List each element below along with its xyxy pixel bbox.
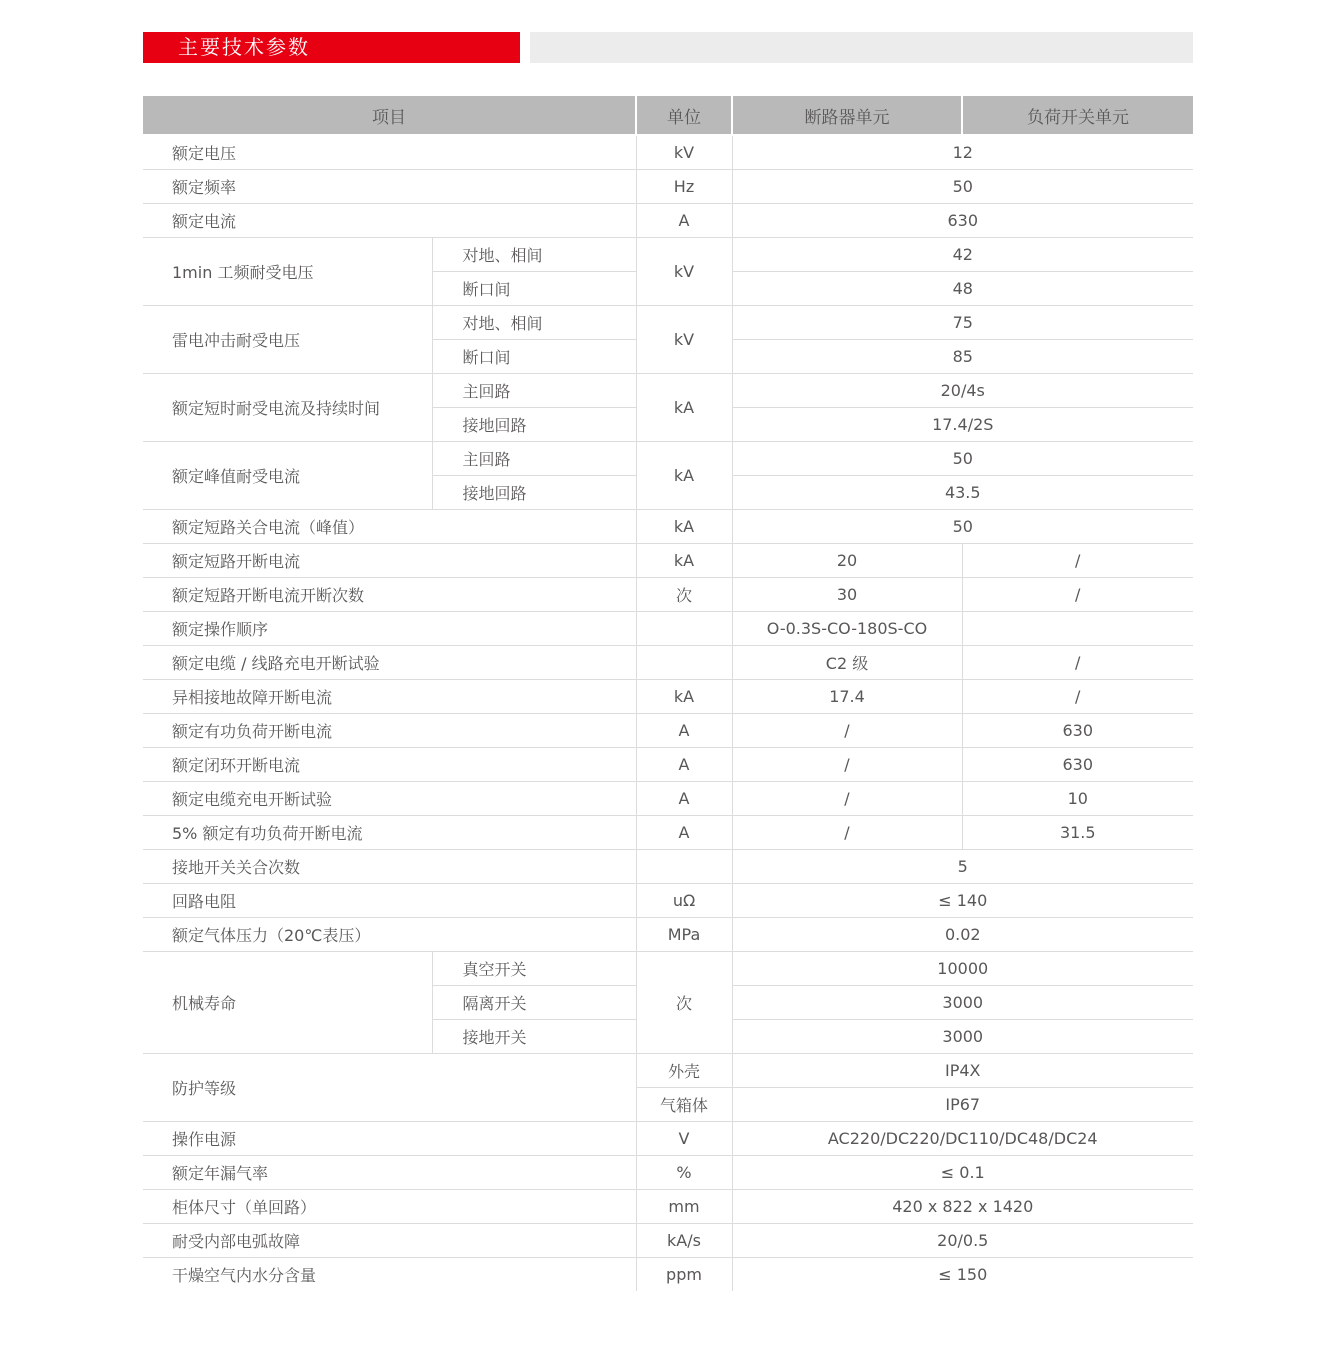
table-row bbox=[143, 1257, 1193, 1291]
unit-cell: kA bbox=[636, 441, 732, 509]
value-cell-breaker: / bbox=[732, 781, 962, 815]
item-cell: 回路电阻 bbox=[143, 883, 636, 917]
item-cell: 额定有功负荷开断电流 bbox=[143, 713, 636, 747]
unit-cell: kV bbox=[636, 135, 732, 169]
value-cell: 5 bbox=[732, 849, 1193, 883]
table-row bbox=[143, 203, 1193, 237]
unit-cell: V bbox=[636, 1121, 732, 1155]
value-cell: 12 bbox=[732, 135, 1193, 169]
value-cell-loadswitch: / bbox=[962, 577, 1193, 611]
sub-item-cell: 断口间 bbox=[432, 271, 636, 305]
sub-item-cell: 真空开关 bbox=[432, 951, 636, 985]
unit-cell: kV bbox=[636, 305, 732, 373]
unit-cell: kA bbox=[636, 679, 732, 713]
value-cell-breaker: / bbox=[732, 747, 962, 781]
section-title bbox=[143, 32, 520, 63]
item-cell: 额定电缆充电开断试验 bbox=[143, 781, 636, 815]
unit-cell bbox=[636, 849, 732, 883]
table-row bbox=[143, 305, 1193, 339]
table-row bbox=[143, 849, 1193, 883]
header-unit: 单位 bbox=[636, 96, 732, 135]
unit-cell: A bbox=[636, 713, 732, 747]
header-loadswitch-unit: 负荷开关单元 bbox=[962, 96, 1193, 135]
table-row bbox=[143, 815, 1193, 849]
item-cell: 额定电流 bbox=[143, 203, 636, 237]
value-cell: 48 bbox=[732, 271, 1193, 305]
item-cell: 柜体尺寸（单回路） bbox=[143, 1189, 636, 1223]
table-row bbox=[143, 577, 1193, 611]
item-cell: 机械寿命 bbox=[143, 951, 432, 1053]
value-cell-breaker: / bbox=[732, 713, 962, 747]
value-cell-loadswitch: 31.5 bbox=[962, 815, 1193, 849]
value-cell: 85 bbox=[732, 339, 1193, 373]
table-row bbox=[143, 951, 1193, 985]
sub-item-cell: 接地开关 bbox=[432, 1019, 636, 1053]
value-cell: ≤ 140 bbox=[732, 883, 1193, 917]
table-row bbox=[143, 1223, 1193, 1257]
sub-item-cell: 对地、相间 bbox=[432, 305, 636, 339]
value-cell-breaker: / bbox=[732, 815, 962, 849]
value-cell: 75 bbox=[732, 305, 1193, 339]
value-cell: 630 bbox=[732, 203, 1193, 237]
item-cell: 额定频率 bbox=[143, 169, 636, 203]
value-cell: 50 bbox=[732, 441, 1193, 475]
value-cell: IP67 bbox=[732, 1087, 1193, 1121]
table-row bbox=[143, 781, 1193, 815]
unit-cell: 次 bbox=[636, 951, 732, 1053]
table-row bbox=[143, 1053, 1193, 1087]
title-decor-bar bbox=[530, 32, 1193, 63]
sub-item-cell: 隔离开关 bbox=[432, 985, 636, 1019]
table-row bbox=[143, 917, 1193, 951]
value-cell: 420 x 822 x 1420 bbox=[732, 1189, 1193, 1223]
item-cell: 干燥空气内水分含量 bbox=[143, 1257, 636, 1291]
item-cell: 额定峰值耐受电流 bbox=[143, 441, 432, 509]
table-row bbox=[143, 1155, 1193, 1189]
sub-item-cell: 主回路 bbox=[432, 373, 636, 407]
value-cell: 20/4s bbox=[732, 373, 1193, 407]
value-cell-breaker: O-0.3S-CO-180S-CO bbox=[732, 611, 962, 645]
unit-cell: A bbox=[636, 781, 732, 815]
unit-cell: A bbox=[636, 747, 732, 781]
item-cell: 额定短路关合电流（峰值） bbox=[143, 509, 636, 543]
value-cell: 0.02 bbox=[732, 917, 1193, 951]
unit-cell bbox=[636, 645, 732, 679]
sub-item-cell: 接地回路 bbox=[432, 407, 636, 441]
item-cell: 异相接地故障开断电流 bbox=[143, 679, 636, 713]
item-cell: 1min 工频耐受电压 bbox=[143, 237, 432, 305]
unit-cell: kA bbox=[636, 509, 732, 543]
table-row bbox=[143, 543, 1193, 577]
value-cell-breaker: C2 级 bbox=[732, 645, 962, 679]
table-row bbox=[143, 1121, 1193, 1155]
table-row bbox=[143, 135, 1193, 169]
item-cell: 额定电压 bbox=[143, 135, 636, 169]
value-cell-loadswitch bbox=[962, 611, 1193, 645]
value-cell: 3000 bbox=[732, 985, 1193, 1019]
unit-cell: 次 bbox=[636, 577, 732, 611]
value-cell: 42 bbox=[732, 237, 1193, 271]
sub-item-cell: 主回路 bbox=[432, 441, 636, 475]
value-cell: ≤ 150 bbox=[732, 1257, 1193, 1291]
item-cell: 额定操作顺序 bbox=[143, 611, 636, 645]
header-item: 项目 bbox=[143, 96, 636, 135]
table-row bbox=[143, 169, 1193, 203]
value-cell-loadswitch: 10 bbox=[962, 781, 1193, 815]
value-cell-loadswitch: / bbox=[962, 645, 1193, 679]
value-cell-loadswitch: / bbox=[962, 543, 1193, 577]
value-cell-breaker: 20 bbox=[732, 543, 962, 577]
item-cell: 雷电冲击耐受电压 bbox=[143, 305, 432, 373]
value-cell: 20/0.5 bbox=[732, 1223, 1193, 1257]
value-cell-breaker: 30 bbox=[732, 577, 962, 611]
sub-item-cell: 接地回路 bbox=[432, 475, 636, 509]
unit-cell: ppm bbox=[636, 1257, 732, 1291]
section-title-label: 主要技术参数 bbox=[178, 35, 310, 59]
unit-cell: 气箱体 bbox=[636, 1087, 732, 1121]
item-cell: 耐受内部电弧故障 bbox=[143, 1223, 636, 1257]
table-row bbox=[143, 611, 1193, 645]
item-cell: 额定闭环开断电流 bbox=[143, 747, 636, 781]
item-cell: 操作电源 bbox=[143, 1121, 636, 1155]
value-cell: AC220/DC220/DC110/DC48/DC24 bbox=[732, 1121, 1193, 1155]
unit-cell: Hz bbox=[636, 169, 732, 203]
unit-cell bbox=[636, 611, 732, 645]
unit-cell: A bbox=[636, 203, 732, 237]
item-cell: 额定短路开断电流 bbox=[143, 543, 636, 577]
value-cell: IP4X bbox=[732, 1053, 1193, 1087]
item-cell: 额定电缆 / 线路充电开断试验 bbox=[143, 645, 636, 679]
item-cell: 接地开关关合次数 bbox=[143, 849, 636, 883]
table-header-row bbox=[143, 96, 1193, 135]
value-cell: ≤ 0.1 bbox=[732, 1155, 1193, 1189]
table-row bbox=[143, 1189, 1193, 1223]
item-cell: 5% 额定有功负荷开断电流 bbox=[143, 815, 636, 849]
sub-item-cell: 断口间 bbox=[432, 339, 636, 373]
unit-cell: uΩ bbox=[636, 883, 732, 917]
table-row bbox=[143, 373, 1193, 407]
value-cell-loadswitch: / bbox=[962, 679, 1193, 713]
unit-cell: A bbox=[636, 815, 732, 849]
unit-cell: kV bbox=[636, 237, 732, 305]
table-row bbox=[143, 883, 1193, 917]
table-row bbox=[143, 509, 1193, 543]
value-cell-breaker: 17.4 bbox=[732, 679, 962, 713]
value-cell: 17.4/2S bbox=[732, 407, 1193, 441]
unit-cell: MPa bbox=[636, 917, 732, 951]
header-breaker-unit: 断路器单元 bbox=[732, 96, 962, 135]
value-cell: 50 bbox=[732, 509, 1193, 543]
spec-table bbox=[143, 96, 1193, 1291]
value-cell-loadswitch: 630 bbox=[962, 713, 1193, 747]
value-cell: 3000 bbox=[732, 1019, 1193, 1053]
item-cell: 额定气体压力（20℃表压） bbox=[143, 917, 636, 951]
value-cell: 10000 bbox=[732, 951, 1193, 985]
item-cell: 额定短时耐受电流及持续时间 bbox=[143, 373, 432, 441]
unit-cell: kA/s bbox=[636, 1223, 732, 1257]
item-cell: 额定年漏气率 bbox=[143, 1155, 636, 1189]
unit-cell: % bbox=[636, 1155, 732, 1189]
table-row bbox=[143, 679, 1193, 713]
unit-cell: kA bbox=[636, 373, 732, 441]
unit-cell: kA bbox=[636, 543, 732, 577]
unit-cell: 外壳 bbox=[636, 1053, 732, 1087]
item-cell: 额定短路开断电流开断次数 bbox=[143, 577, 636, 611]
table-row bbox=[143, 713, 1193, 747]
unit-cell: mm bbox=[636, 1189, 732, 1223]
value-cell-loadswitch: 630 bbox=[962, 747, 1193, 781]
table-row bbox=[143, 747, 1193, 781]
table-row bbox=[143, 645, 1193, 679]
value-cell: 43.5 bbox=[732, 475, 1193, 509]
value-cell: 50 bbox=[732, 169, 1193, 203]
table-row bbox=[143, 441, 1193, 475]
item-cell: 防护等级 bbox=[143, 1053, 636, 1121]
table-row bbox=[143, 237, 1193, 271]
sub-item-cell: 对地、相间 bbox=[432, 237, 636, 271]
